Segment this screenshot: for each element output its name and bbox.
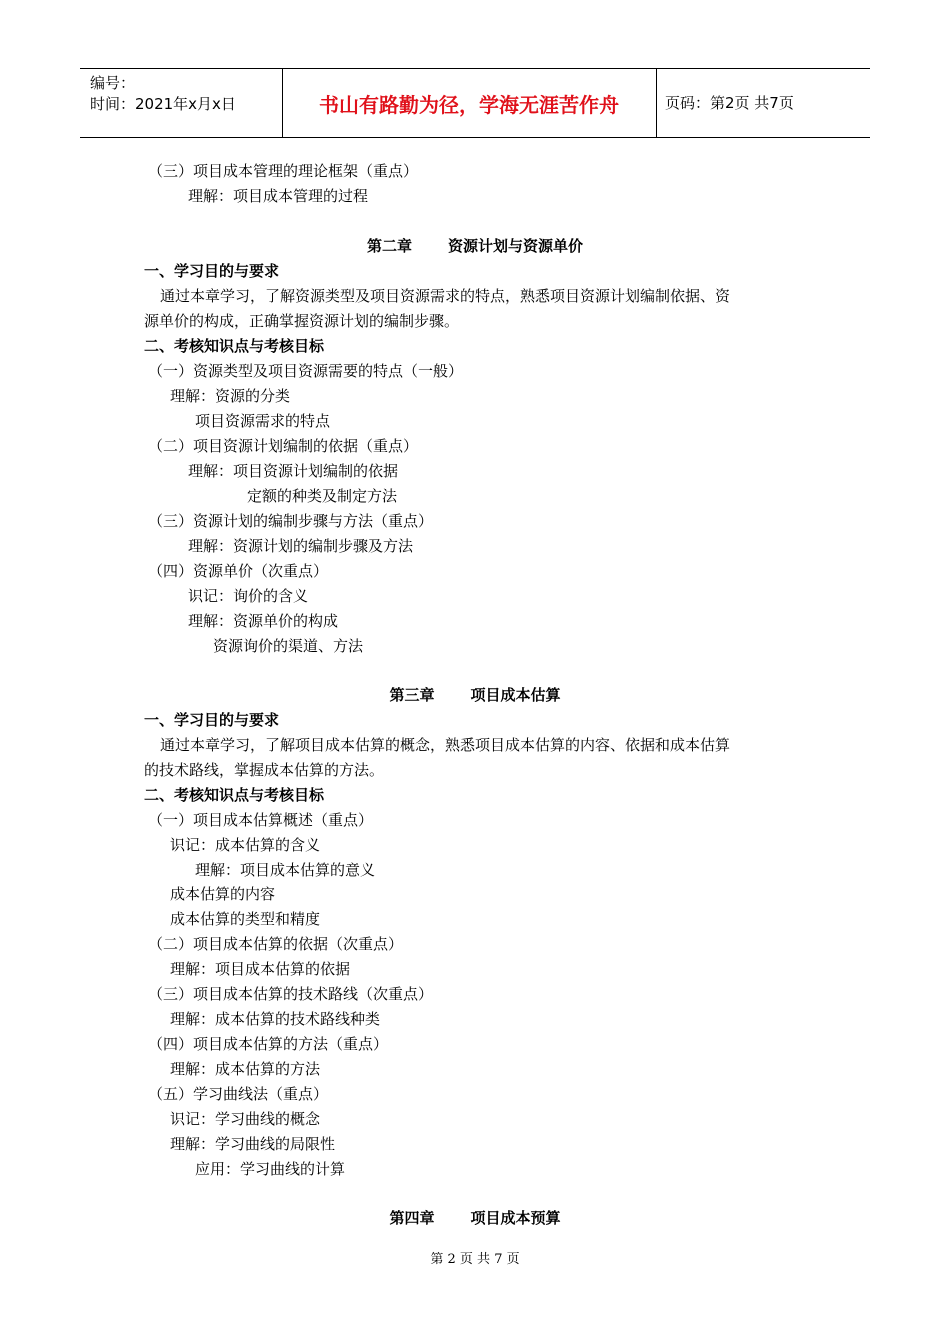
chapter-heading bbox=[0, 236, 950, 256]
chapter-title: 项目成本预算 bbox=[470, 1209, 561, 1227]
section-detail: 资源询价的渠道、方法 bbox=[213, 637, 364, 655]
paragraph-line: 通过本章学习，了解资源类型及项目资源需求的特点，熟悉项目资源计划编制依据、资 bbox=[160, 287, 731, 305]
section-heading: 二、考核知识点与考核目标 bbox=[144, 786, 325, 804]
header-meta bbox=[90, 73, 236, 115]
paragraph-line: 源单价的构成，正确掌握资源计划的编制步骤。 bbox=[144, 312, 460, 330]
section-item: （二）项目资源计划编制的依据（重点） bbox=[148, 437, 419, 455]
section-detail: 应用：学习曲线的计算 bbox=[195, 1160, 346, 1178]
header-motto: 书山有路勤为径，学海无涯苦作舟 bbox=[319, 92, 619, 117]
paragraph-line: 通过本章学习，了解项目成本估算的概念，熟悉项目成本估算的内容、依据和成本估算 bbox=[160, 736, 731, 754]
section-detail: 理解：成本估算的技术路线种类 bbox=[170, 1010, 381, 1028]
section-detail: 理解：项目资源计划编制的依据 bbox=[188, 462, 399, 480]
section-detail: 理解：资源的分类 bbox=[170, 387, 291, 405]
chapter-title: 项目成本估算 bbox=[470, 686, 561, 704]
section-detail: 理解：资源单价的构成 bbox=[188, 612, 339, 630]
section-detail: 理解：项目成本管理的过程 bbox=[188, 187, 369, 205]
section-item: （二）项目成本估算的依据（次重点） bbox=[148, 935, 404, 953]
chapter-heading bbox=[0, 1208, 950, 1228]
section-item: （三）资源计划的编制步骤与方法（重点） bbox=[148, 512, 434, 530]
page-footer: 第 2 页 共 7 页 bbox=[430, 1252, 520, 1267]
section-detail: 成本估算的内容 bbox=[170, 885, 276, 903]
section-item: （一）项目成本估算概述（重点） bbox=[148, 811, 374, 829]
section-item: （五）学习曲线法（重点） bbox=[148, 1085, 329, 1103]
section-detail: 理解：项目成本估算的意义 bbox=[195, 861, 376, 879]
number-label: 编号： bbox=[90, 74, 136, 92]
section-detail: 成本估算的类型和精度 bbox=[170, 910, 321, 928]
section-detail: 理解：学习曲线的局限性 bbox=[170, 1135, 336, 1153]
section-detail: 定额的种类及制定方法 bbox=[247, 487, 398, 505]
section-detail: 识记：成本估算的含义 bbox=[170, 836, 321, 854]
section-detail: 理解：项目成本估算的依据 bbox=[170, 960, 351, 978]
chapter-title: 资源计划与资源单价 bbox=[448, 237, 584, 255]
section-heading: 二、考核知识点与考核目标 bbox=[144, 337, 325, 355]
section-item: （四）项目成本估算的方法（重点） bbox=[148, 1035, 389, 1053]
chapter-heading bbox=[0, 685, 950, 705]
section-detail: 理解：资源计划的编制步骤及方法 bbox=[188, 537, 414, 555]
page-header bbox=[80, 68, 870, 138]
section-item: （一）资源类型及项目资源需要的特点（一般） bbox=[148, 362, 464, 380]
header-page-info: 页码：第2页 共7页 bbox=[665, 94, 794, 112]
section-item: （三）项目成本管理的理论框架（重点） bbox=[148, 162, 419, 180]
section-detail: 识记：询价的含义 bbox=[188, 587, 309, 605]
section-item: （四）资源单价（次重点） bbox=[148, 562, 329, 580]
section-heading: 一、学习目的与要求 bbox=[144, 262, 280, 280]
time-label: 时间：2021年x月x日 bbox=[90, 95, 236, 113]
chapter-number: 第四章 bbox=[389, 1209, 435, 1227]
section-detail: 识记：学习曲线的概念 bbox=[170, 1110, 321, 1128]
header-divider bbox=[656, 69, 657, 137]
chapter-number: 第二章 bbox=[366, 237, 412, 255]
section-item: （三）项目成本估算的技术路线（次重点） bbox=[148, 985, 434, 1003]
section-heading: 一、学习目的与要求 bbox=[144, 711, 280, 729]
chapter-number: 第三章 bbox=[389, 686, 435, 704]
paragraph-line: 的技术路线，掌握成本估算的方法。 bbox=[144, 761, 385, 779]
section-detail: 理解：成本估算的方法 bbox=[170, 1060, 321, 1078]
section-detail: 项目资源需求的特点 bbox=[195, 412, 331, 430]
